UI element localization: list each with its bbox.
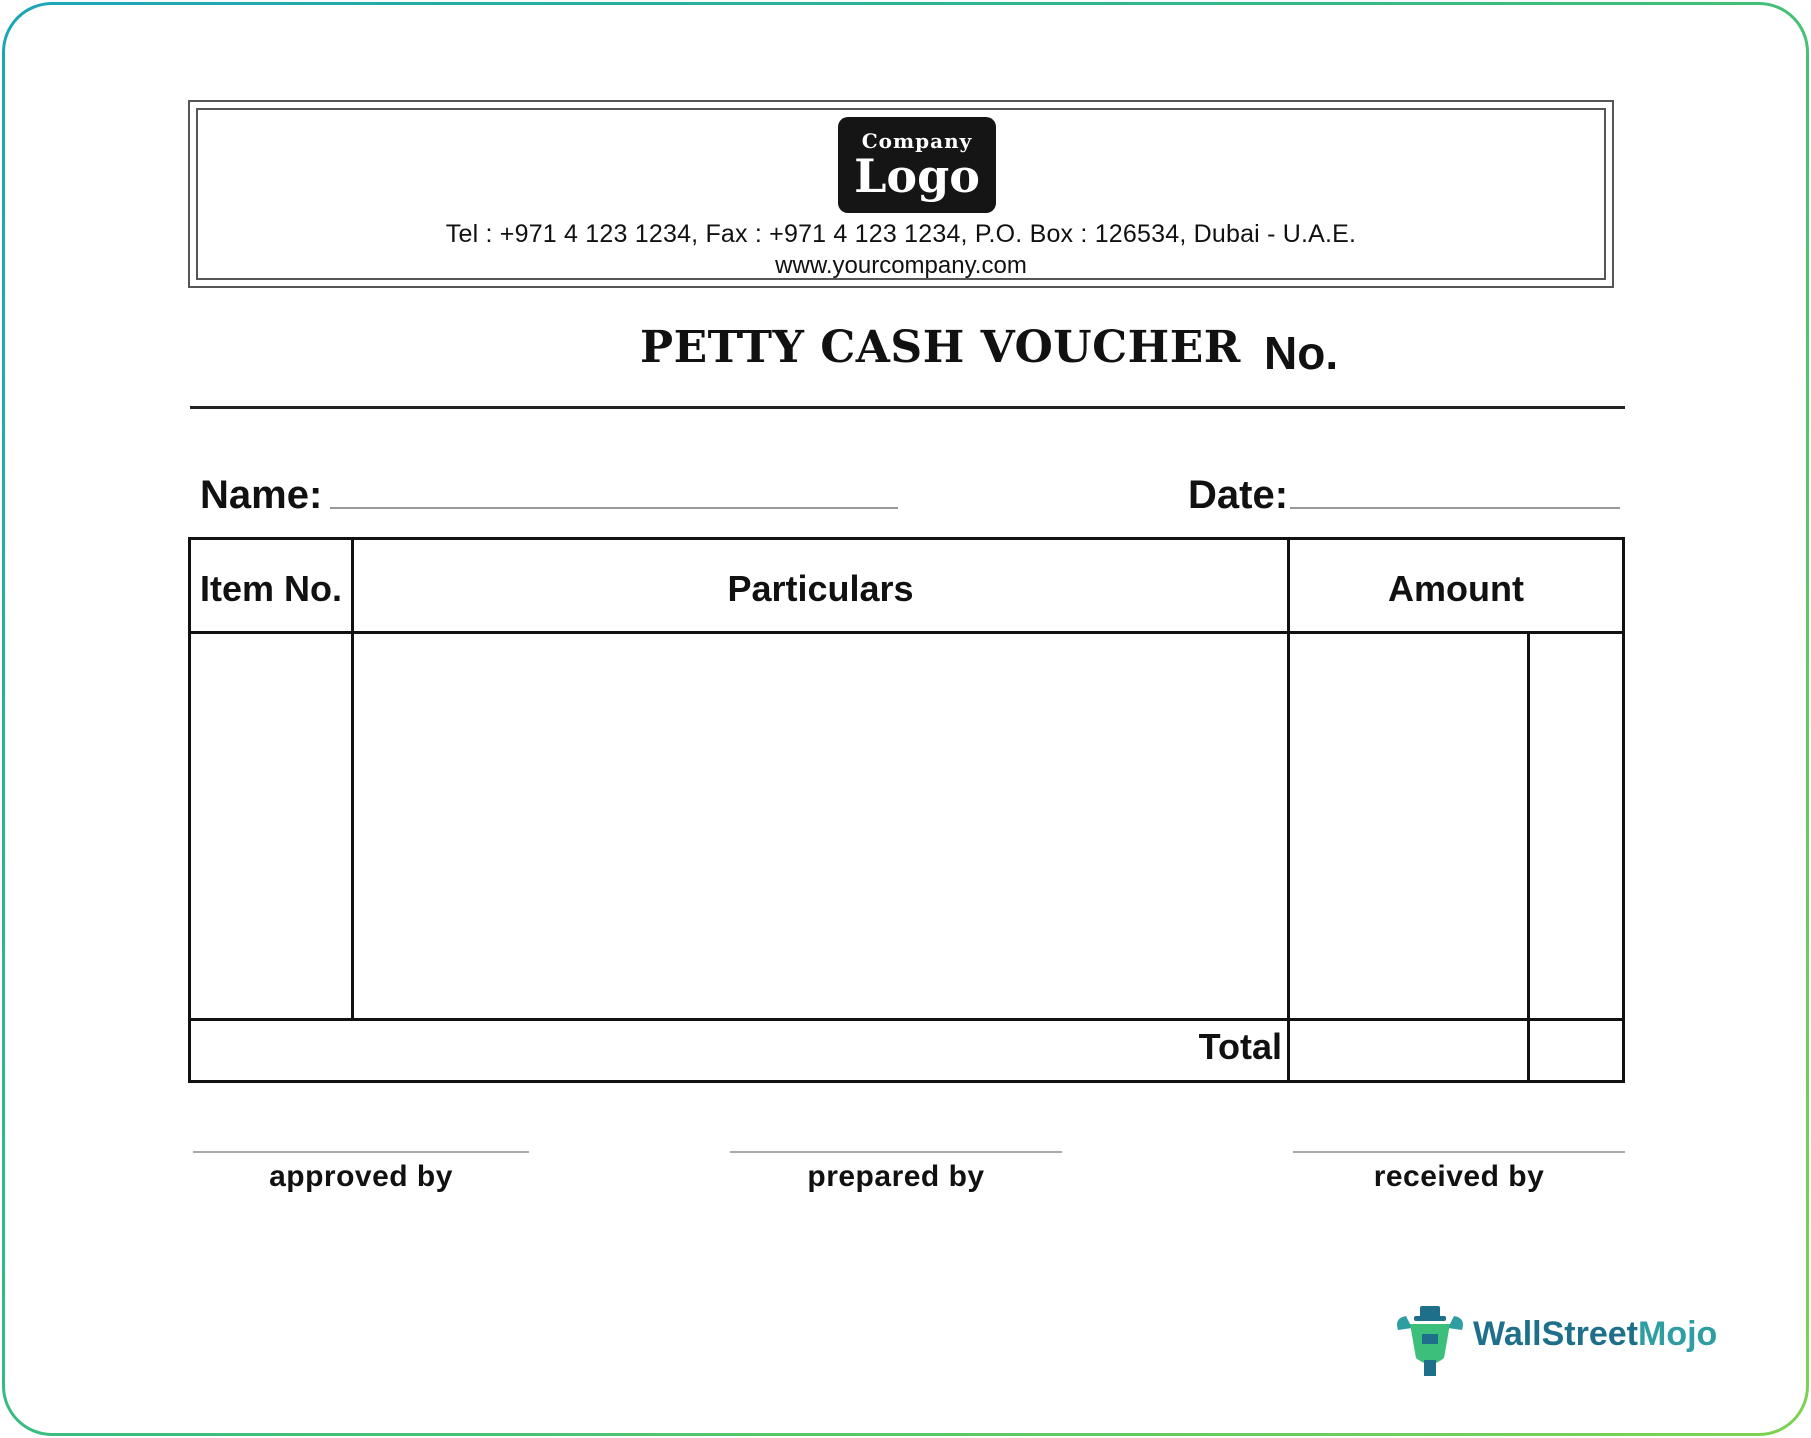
- table-border-right: [1622, 537, 1625, 1083]
- voucher-title: PETTY CASH VOUCHER: [640, 322, 1241, 373]
- voucher-number-label: No.: [1264, 327, 1339, 379]
- name-field[interactable]: [330, 507, 898, 509]
- date-label: Date:: [1188, 473, 1289, 517]
- header-amount: Amount: [1388, 568, 1524, 609]
- name-label: Name:: [200, 473, 323, 517]
- header-particulars: Particulars: [727, 568, 914, 609]
- company-logo: [838, 117, 996, 213]
- logo-line1: Company: [861, 129, 973, 153]
- header-item-no: Item No.: [199, 568, 342, 609]
- logo-line2: Logo: [854, 149, 980, 203]
- company-contact: Tel : +971 4 123 1234, Fax : +971 4 123 1234, P.O. Box : 126534, Dubai - U.A.E.: [445, 220, 1357, 248]
- table-border-left: [188, 537, 191, 1083]
- received-by-label: received by: [1373, 1160, 1545, 1193]
- table-header-divider: [188, 631, 1625, 634]
- date-field[interactable]: [1290, 507, 1620, 509]
- brand-name-part1: WallStreet: [1473, 1315, 1639, 1353]
- prepared-by-line[interactable]: [730, 1151, 1062, 1153]
- approved-by-label: approved by: [269, 1160, 453, 1193]
- table-total-divider: [188, 1018, 1625, 1021]
- approved-by-line[interactable]: [193, 1151, 529, 1153]
- prepared-by-label: prepared by: [807, 1160, 985, 1193]
- brand-name-part2: Mojo: [1638, 1315, 1718, 1353]
- table-col-divider-cents: [1527, 631, 1530, 1083]
- table-border-top: [188, 537, 1625, 540]
- total-label: Total: [1198, 1026, 1282, 1067]
- bull-mascot-icon: [1390, 1300, 1470, 1380]
- brand-name: [1473, 1315, 1717, 1354]
- received-by-line[interactable]: [1293, 1151, 1625, 1153]
- table-col-divider-amount: [1287, 537, 1290, 1083]
- company-website: www.yourcompany.com: [775, 252, 1027, 279]
- table-border-bottom: [188, 1080, 1625, 1083]
- title-divider: [190, 406, 1625, 409]
